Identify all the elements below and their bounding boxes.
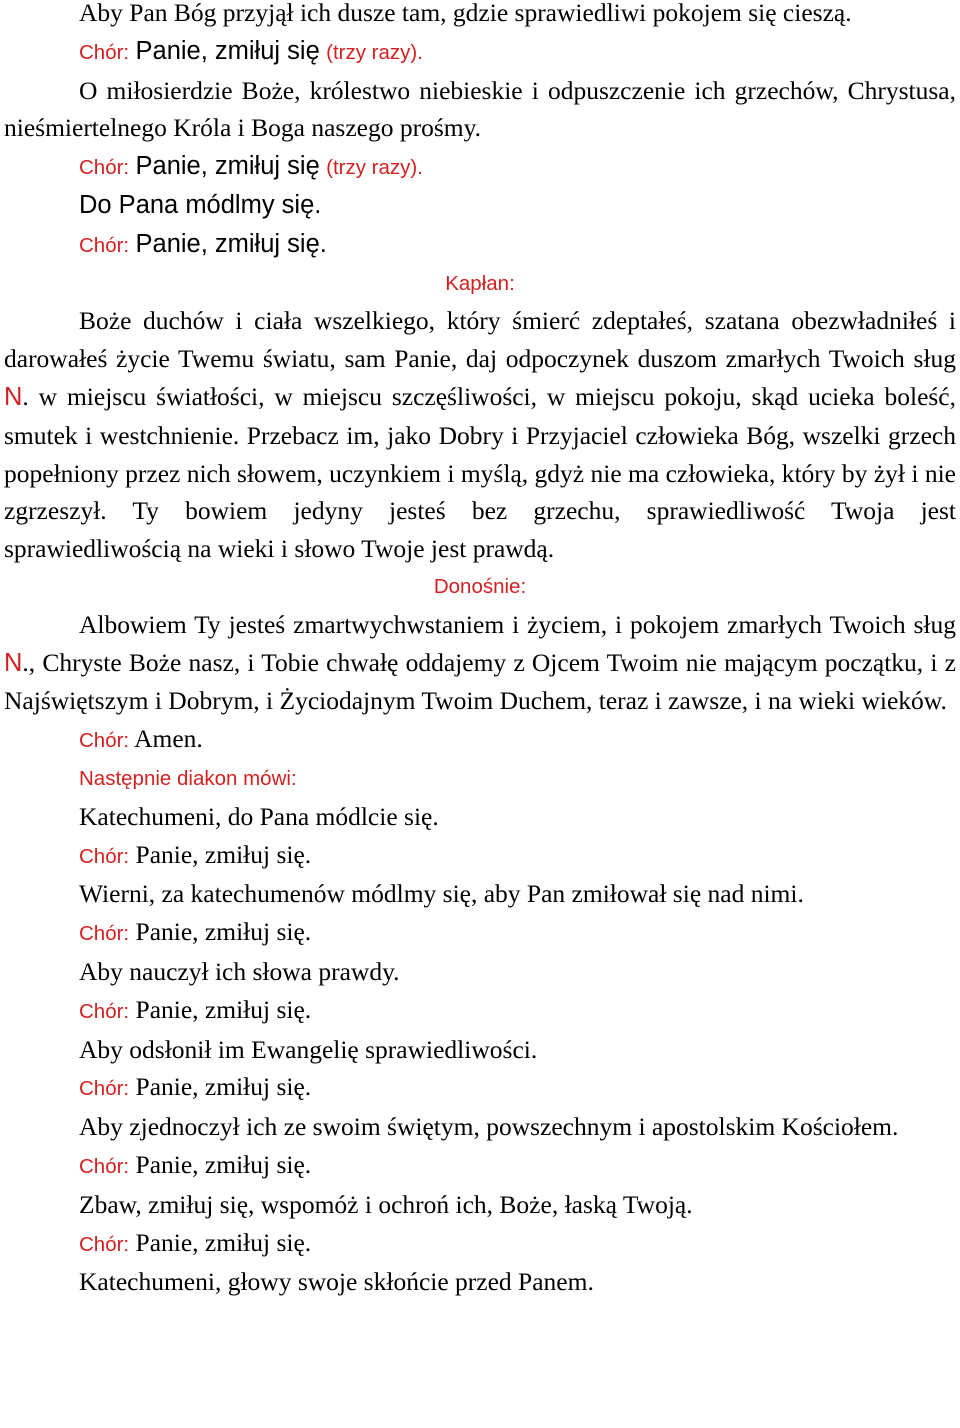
choir-response <box>4 147 956 187</box>
response-text: Panie, zmiłuj się. <box>135 839 312 869</box>
petition-line <box>4 1031 956 1069</box>
name-placeholder: N <box>4 382 23 411</box>
petition-text: O miłosierdzie Boże, królestwo niebieskie i odpuszczenie ich grzechów, Chrystusa, nieśmiertelnego Króla i Boga naszego prośmy. <box>4 75 956 143</box>
choir-label: Chór: <box>79 1154 130 1178</box>
petition-line <box>4 798 956 836</box>
prayer-text-2: . w miejscu światłości, w miejscu szczęśliwości, w miejscu pokoju, skąd ucieka boleść, smutek i westchnienie. Przebacz im, jako Dobry i Przyjaciel człowieka Bóg, wszelki grzech popełniony przez nich słowem, uczynkiem i myślą, gdyż nie ma człowieka, który by żył i nie zgrzeszył. Ty bowiem jedyny jesteś bez grzechu, sprawiedliwość Twoja jest sprawiedliwością na wieki i słowo Twoje jest prawdą. <box>4 381 956 564</box>
response-text: Panie, zmiłuj się. <box>135 1149 312 1179</box>
prayer-paragraph <box>4 302 956 568</box>
ekphonesis-text-2: ., Chryste Boże nasz, i Tobie chwałę oddajemy z Ojcem Twoim nie mającym początku, i z Najświętszym i Dobrym, i Życiodajnym Twoim Duchem, teraz i zawsze, i na wieki wieków. <box>4 647 956 716</box>
petition-line <box>4 72 956 148</box>
repeat-note: (trzy razy). <box>326 40 423 64</box>
repeat-note: (trzy razy). <box>326 156 423 180</box>
petition-text: Aby odsłonił im Ewangelię sprawiedliwości. <box>79 1034 538 1064</box>
deacon-label: Następnie diakon mówi: <box>79 766 297 790</box>
petition-line <box>4 0 956 32</box>
petition-text: Katechumeni, do Pana módlcie się. <box>79 801 439 831</box>
choir-label: Chór: <box>79 1232 130 1256</box>
choir-response <box>4 1146 956 1186</box>
priest-label: Kapłan: <box>445 271 515 295</box>
petition-text: Wierni, za katechumenów módlmy się, aby Pan zmiłował się nad nimi. <box>79 879 804 909</box>
choir-label: Chór: <box>79 1077 130 1101</box>
petition-text: Aby Pan Bóg przyjął ich dusze tam, gdzie sprawiedliwi pokojem się cieszą. <box>79 0 852 27</box>
choir-response <box>4 1224 956 1264</box>
response-text: Panie, zmiłuj się <box>135 36 320 65</box>
petition-line <box>4 953 956 991</box>
ekphonesis-paragraph <box>4 606 956 720</box>
choir-response <box>4 836 956 876</box>
choir-label: Chór: <box>79 999 130 1023</box>
petition-line <box>4 1186 956 1224</box>
choir-response <box>4 991 956 1031</box>
response-text: Panie, zmiłuj się <box>135 152 320 181</box>
response-text: Panie, zmiłuj się. <box>135 1072 312 1102</box>
choir-label: Chór: <box>79 922 130 946</box>
petition-text: Aby nauczył ich słowa prawdy. <box>79 956 400 986</box>
response-text: Amen. <box>134 724 203 754</box>
petition-text: Aby zjednoczył ich ze swoim świętym, powszechnym i apostolskim Kościołem. <box>79 1112 899 1142</box>
aloud-label: Donośnie: <box>433 574 527 598</box>
petition-text: Zbaw, zmiłuj się, wspomóż i ochroń ich, Boże, łaską Twoją. <box>79 1189 693 1219</box>
response-text: Panie, zmiłuj się. <box>135 1227 312 1257</box>
document-page <box>4 0 956 1301</box>
choir-response <box>4 720 956 760</box>
choir-response <box>4 913 956 953</box>
response-text: Panie, zmiłuj się. <box>135 994 312 1024</box>
petition-text: Katechumeni, głowy swoje skłońcie przed Panem. <box>79 1267 594 1297</box>
prayer-text-1: Boże duchów i ciała wszelkiego, który śmierć zdeptałeś, szatana obezwładniłeś i darowałeś życie Twemu światu, sam Panie, daj odpoczynek duszom zmarłych Twoich sług <box>4 306 956 374</box>
choir-label: Chór: <box>79 156 130 180</box>
name-placeholder: N <box>4 648 23 677</box>
choir-label: Chór: <box>79 233 130 257</box>
response-text: Panie, zmiłuj się. <box>135 229 327 258</box>
choir-label: Chór: <box>79 729 130 753</box>
petition-text: Do Pana módlmy się. <box>79 190 322 219</box>
petition-line <box>4 187 956 225</box>
petition-line <box>4 875 956 913</box>
choir-response <box>4 225 956 265</box>
petition-line <box>4 1108 956 1146</box>
choir-response <box>4 32 956 72</box>
choir-label: Chór: <box>79 844 130 868</box>
aloud-rubric <box>4 568 956 606</box>
ekphonesis-text-1: Albowiem Ty jesteś zmartwychwstaniem i życiem, i pokojem zmarłych Twoich sług <box>79 609 956 639</box>
petition-line <box>4 1263 956 1301</box>
deacon-rubric <box>4 760 956 798</box>
choir-response <box>4 1068 956 1108</box>
priest-rubric <box>4 265 956 303</box>
choir-label: Chór: <box>79 40 130 64</box>
response-text: Panie, zmiłuj się. <box>135 917 312 947</box>
